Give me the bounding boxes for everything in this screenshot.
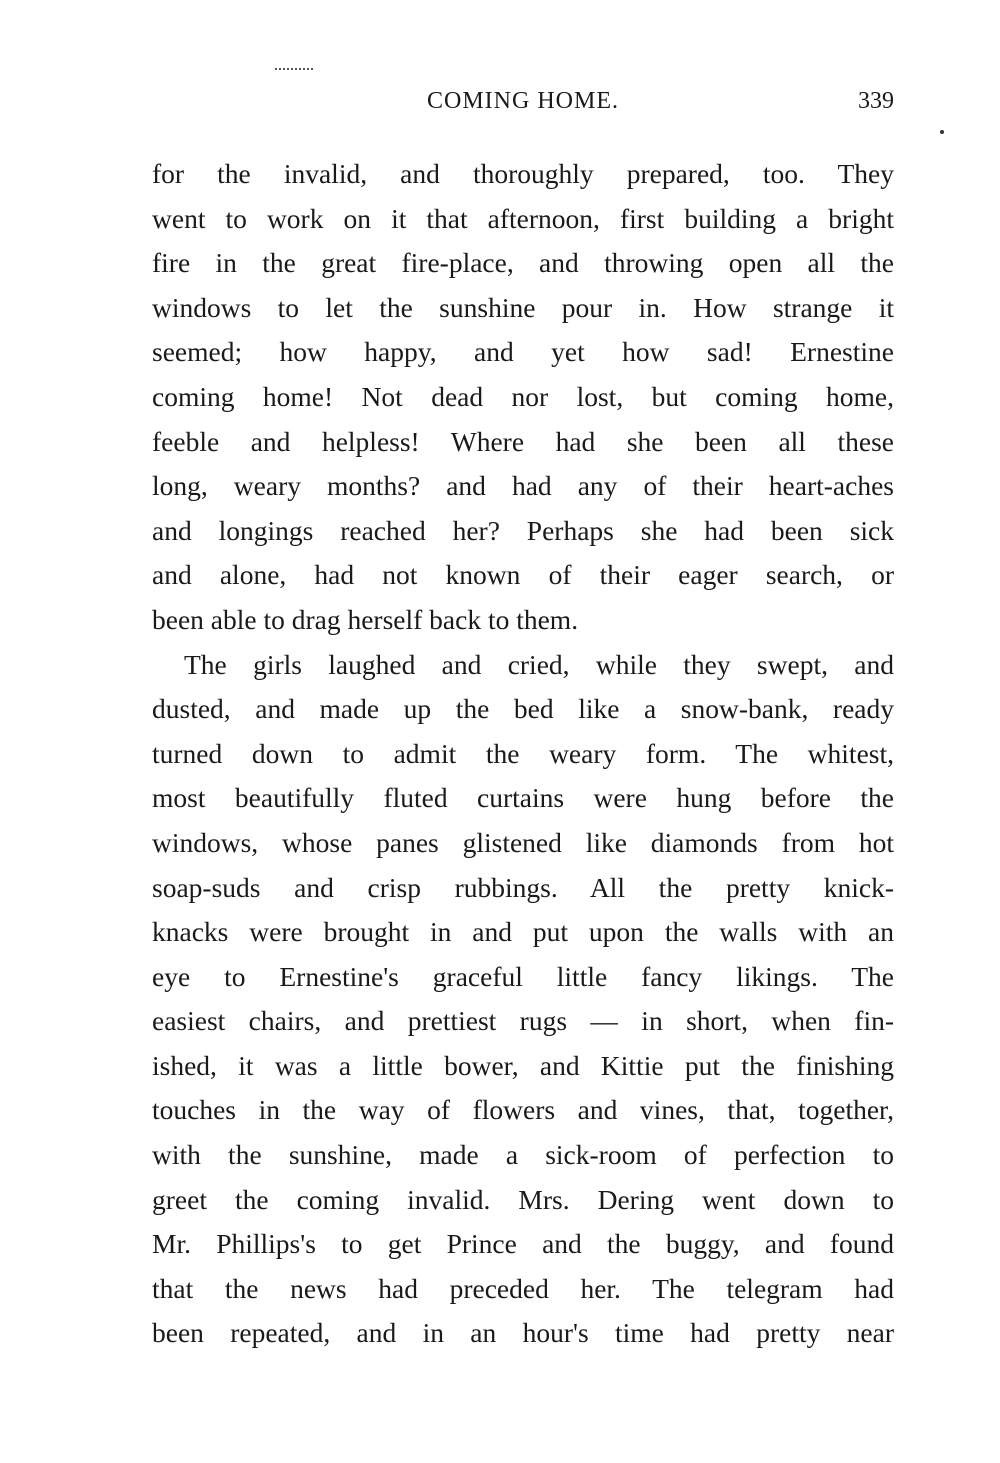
text-line: and alone, had not known of their eager search, or xyxy=(152,559,894,591)
text-line: went to work on it that afternoon, first building a bright xyxy=(152,202,894,234)
text-line: ished, it was a little bower, and Kittie put the finishing xyxy=(152,1049,894,1081)
text-line: that the news had preceded her. The telegram had xyxy=(152,1272,894,1304)
text-line: Mr. Phillips's to get Prince and the buggy, and found xyxy=(152,1228,894,1260)
page-number: 339 xyxy=(858,88,894,114)
text-line: windows to let the sunshine pour in. How strange it xyxy=(152,291,894,323)
text-line: windows, whose panes glistened like diamonds from hot xyxy=(152,826,894,858)
running-title: COMING HOME. xyxy=(427,88,619,114)
text-line: and longings reached her? Perhaps she had been sick xyxy=(152,514,894,546)
text-line: knacks were brought in and put upon the walls with an xyxy=(152,916,894,948)
paragraph-1 xyxy=(152,152,894,643)
text-line: touches in the way of flowers and vines, that, together, xyxy=(152,1094,894,1126)
scan-artifact-dot xyxy=(940,130,944,134)
text-line: coming home! Not dead nor lost, but coming home, xyxy=(152,380,894,412)
page-header xyxy=(152,84,894,124)
text-line: been able to drag herself back to them. xyxy=(152,603,579,635)
text-line: most beautifully fluted curtains were hung before the xyxy=(152,782,894,814)
text-line: turned down to admit the weary form. The whitest, xyxy=(152,737,894,769)
body-text xyxy=(152,152,894,1356)
text-line: long, weary months? and had any of their heart-aches xyxy=(152,470,894,502)
text-line: dusted, and made up the bed like a snow-bank, ready xyxy=(152,693,894,725)
text-line: eye to Ernestine's graceful little fancy likings. The xyxy=(152,960,894,992)
text-line: soap-suds and crisp rubbings. All the pretty knick- xyxy=(152,871,894,903)
text-line: easiest chairs, and prettiest rugs — in short, when fin- xyxy=(152,1005,894,1037)
text-line: feeble and helpless! Where had she been all these xyxy=(152,425,894,457)
paragraph-2 xyxy=(152,643,894,1357)
text-line: with the sunshine, made a sick-room of perfection to xyxy=(152,1139,894,1171)
text-line: The girls laughed and cried, while they swept, and xyxy=(184,648,894,680)
text-line: fire in the great fire-place, and throwing open all the xyxy=(152,247,894,279)
text-line: seemed; how happy, and yet how sad! Ernestine xyxy=(152,336,894,368)
text-line: for the invalid, and thoroughly prepared, too. They xyxy=(152,158,894,189)
text-line: greet the coming invalid. Mrs. Dering went down to xyxy=(152,1183,894,1215)
text-line: been repeated, and in an hour's time had pretty near xyxy=(152,1317,894,1349)
scan-artifact-mark xyxy=(275,68,313,73)
